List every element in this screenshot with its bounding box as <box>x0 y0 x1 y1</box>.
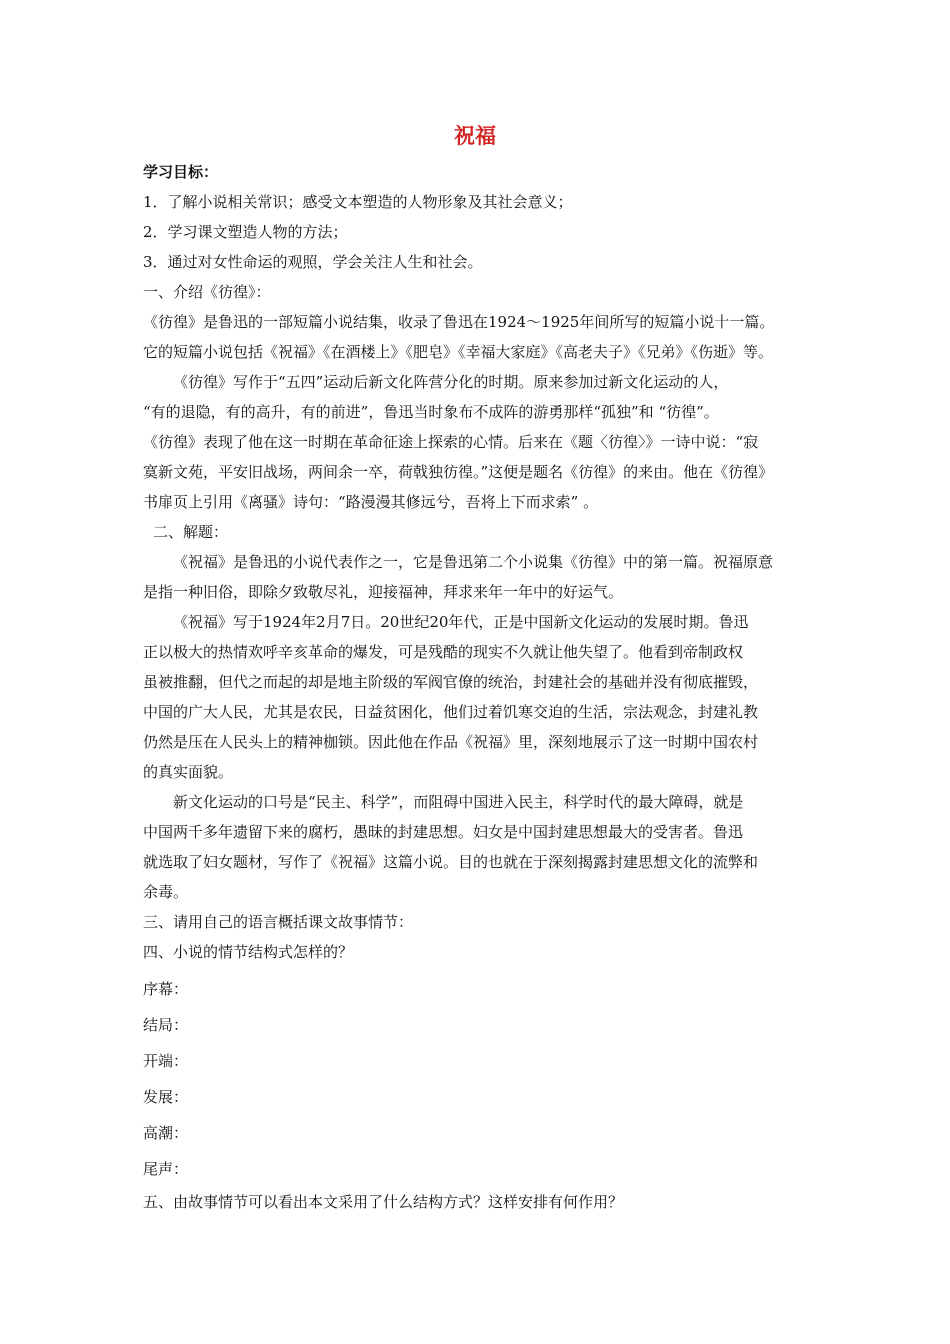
paragraph-line: 余毒。 <box>143 883 189 901</box>
paragraph-line: 书扉页上引用《离骚》诗句：“路漫漫其修远兮，吾将上下而求索” 。 <box>143 493 599 511</box>
paragraph-line: 中国的广大人民，尤其是农民，日益贫困化，他们过着饥寒交迫的生活，宗法观念，封建礼教 <box>143 703 759 721</box>
structure-item-beginning: 开端： <box>143 1052 189 1070</box>
structure-item-epilogue: 尾声： <box>143 1160 189 1178</box>
document-body <box>143 157 807 1217</box>
paragraph-line: 《祝福》写于1924年2月7日。20世纪20年代，正是中国新文化运动的发展时期。鲁迅 <box>173 613 749 631</box>
paragraph-line: 仍然是压在人民头上的精神枷锁。因此他在作品《祝福》里，深刻地展示了这一时期中国农村 <box>143 733 759 751</box>
section4-heading: 四、小说的情节结构式怎样的？ <box>143 943 354 961</box>
paragraph-line: 新文化运动的口号是“民主、科学”，而阻碍中国进入民主，科学时代的最大障碍，就是 <box>173 793 744 811</box>
goals-heading: 学习目标： <box>143 163 219 181</box>
paragraph-line: 《彷徨》是鲁迅的一部短篇小说结集，收录了鲁迅在1924～1925年间所写的短篇小说十一篇。 <box>143 313 775 331</box>
section5-heading: 五、由故事情节可以看出本文采用了什么结构方式？这样安排有何作用？ <box>143 1193 624 1211</box>
paragraph-line: 就选取了妇女题材，写作了《祝福》这篇小说。目的也就在于深刻揭露封建思想文化的流弊和 <box>143 853 759 871</box>
structure-item-prologue: 序幕： <box>143 980 189 998</box>
page-title: 祝福 <box>454 124 496 148</box>
paragraph-line: 虽被推翻，但代之而起的却是地主阶级的军阀官僚的统治，封建社会的基础并没有彻底摧毁， <box>143 673 759 691</box>
paragraph-line: 《彷徨》写作于“五四”运动后新文化阵营分化的时期。原来参加过新文化运动的人， <box>173 373 729 391</box>
paragraph-line: 正以极大的热情欢呼辛亥革命的爆发，可是残酷的现实不久就让他失望了。他看到帝制政权 <box>143 643 744 661</box>
paragraph-line: 中国两千多年遗留下来的腐朽，愚昧的封建思想。妇女是中国封建思想最大的受害者。鲁迅 <box>143 823 744 841</box>
paragraph-line: 的真实面貌。 <box>143 763 234 781</box>
paragraph-line: 寞新文苑，平安旧战场，两间余一卒，荷戟独彷徨。”这便是题名《彷徨》的来由。他在《彷徨》 <box>143 463 774 481</box>
structure-item-climax: 高潮： <box>143 1124 189 1142</box>
structure-item-development: 发展： <box>143 1088 189 1106</box>
structure-item-ending: 结局： <box>143 1016 189 1034</box>
section1-heading: 一、介绍《彷徨》： <box>143 283 271 301</box>
section3-heading: 三、请用自己的语言概括课文故事情节： <box>143 913 414 931</box>
paragraph-line: 是指一种旧俗，即除夕致敬尽礼，迎接福神，拜求来年一年中的好运气。 <box>143 583 624 601</box>
goal-item: 1．了解小说相关常识；感受文本塑造的人物形象及其社会意义； <box>143 193 573 211</box>
section2-heading: 二、解题： <box>153 523 229 541</box>
paragraph-line: 《祝福》是鲁迅的小说代表作之一，它是鲁迅第二个小说集《彷徨》中的第一篇。祝福原意 <box>173 553 774 571</box>
paragraph-line: 它的短篇小说包括《祝福》《在酒楼上》《肥皂》《幸福大家庭》《高老夫子》《兄弟》《伤逝》等。 <box>143 343 774 361</box>
goal-item: 2．学习课文塑造人物的方法； <box>143 223 348 241</box>
goal-item: 3．通过对女性命运的观照，学会关注人生和社会。 <box>143 253 483 271</box>
paragraph-line: “有的退隐，有的高升，有的前进”，鲁迅当时象布不成阵的游勇那样“孤独”和 “彷徨”。 <box>143 403 719 421</box>
paragraph-line: 《彷徨》表现了他在这一时期在革命征途上探索的心情。后来在《题〈彷徨〉》一诗中说：“寂 <box>143 433 759 451</box>
